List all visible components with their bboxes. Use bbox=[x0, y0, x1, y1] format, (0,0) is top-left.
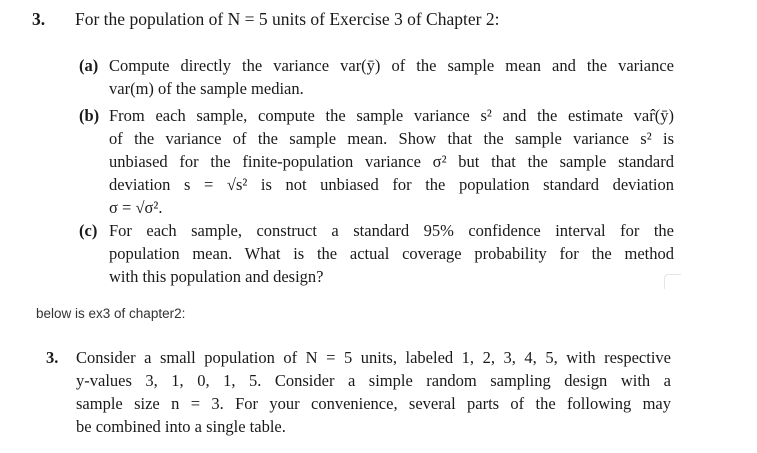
problem-heading: For the population of N = 5 units of Exercise 3 of Chapter 2: bbox=[75, 9, 500, 29]
part-b-line: unbiased for the finite-population variance σ² but that the sample standard bbox=[109, 152, 674, 171]
part-a-text bbox=[109, 54, 674, 100]
exercise-line: sample size n = 3. For your convenience, several parts of the following may bbox=[76, 394, 671, 413]
part-c-line: For each sample, construct a standard 95% confidence interval for the bbox=[109, 221, 674, 240]
part-b-line: of the variance of the sample mean. Show that the sample variance s² is bbox=[109, 129, 674, 148]
part-c-line: with this population and design? bbox=[109, 267, 324, 286]
part-c-label: (c) bbox=[79, 221, 98, 240]
caption-text: below is ex3 of chapter2: bbox=[36, 306, 186, 321]
exercise-line: Consider a small population of N = 5 units, labeled 1, 2, 3, 4, 5, with respective bbox=[76, 348, 671, 367]
part-a-line: Compute directly the variance var(ȳ) of the sample mean and the variance bbox=[109, 56, 674, 75]
part-b-label: (b) bbox=[79, 106, 100, 125]
part-b-text bbox=[109, 104, 674, 219]
problem-number: 3. bbox=[32, 9, 46, 29]
exercise-number: 3. bbox=[46, 348, 59, 367]
part-b-line: deviation s = √s² is not unbiased for the population standard deviation bbox=[109, 175, 674, 194]
part-b-line: σ = √σ². bbox=[109, 198, 163, 217]
part-b-line: From each sample, compute the sample variance s² and the estimate var̂(ȳ) bbox=[109, 106, 674, 125]
resize-handle-icon bbox=[664, 274, 681, 289]
part-c-line: population mean. What is the actual coverage probability for the method bbox=[109, 244, 674, 263]
exercise-line: y-values 3, 1, 0, 1, 5. Consider a simple random sampling design with a bbox=[76, 371, 671, 390]
exercise-text bbox=[76, 346, 671, 438]
part-c-text bbox=[109, 219, 674, 288]
part-a-label: (a) bbox=[79, 56, 99, 75]
exercise-line: be combined into a single table. bbox=[76, 417, 286, 436]
part-a-line: var(m) of the sample median. bbox=[109, 79, 304, 98]
